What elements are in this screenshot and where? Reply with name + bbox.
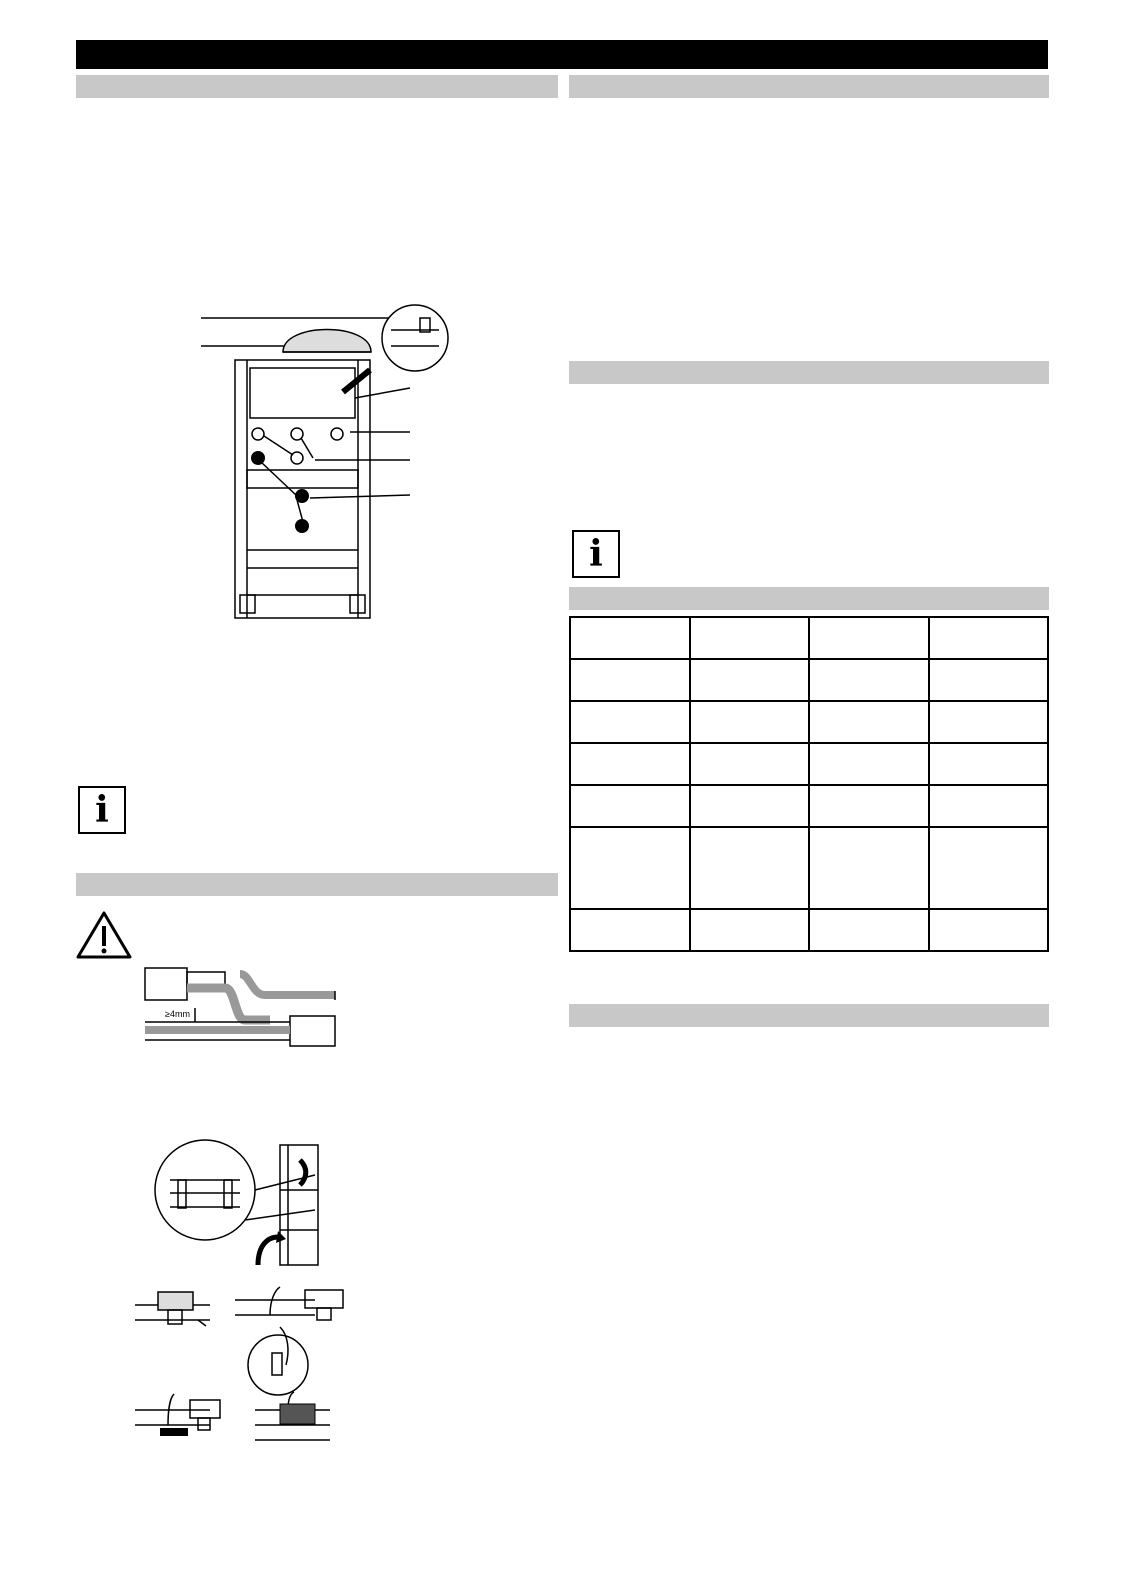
table-cell — [690, 743, 810, 785]
table-cell — [809, 743, 929, 785]
terminal-diagram-1 — [130, 1290, 220, 1350]
info-icon — [572, 530, 620, 578]
table-row — [570, 659, 1048, 701]
table-cell — [570, 617, 690, 659]
device-diagram — [195, 300, 465, 620]
table-cell — [929, 659, 1049, 701]
section-bar-right-4 — [569, 1004, 1049, 1027]
terminal-diagram-4 — [250, 1390, 350, 1455]
spec-table — [569, 616, 1049, 952]
table-cell — [929, 617, 1049, 659]
table-cell — [929, 743, 1049, 785]
table-cell — [690, 785, 810, 827]
table-row — [570, 827, 1048, 909]
warning-icon — [76, 910, 132, 960]
table-cell — [809, 909, 929, 951]
table-cell — [809, 617, 929, 659]
section-bar-left-2 — [76, 873, 558, 896]
table-row — [570, 743, 1048, 785]
table-cell — [809, 785, 929, 827]
table-cell — [809, 827, 929, 909]
info-icon — [78, 786, 126, 834]
info-icon-glyph: i — [95, 789, 109, 831]
table-cell — [929, 827, 1049, 909]
wire-strip-diagram — [140, 960, 345, 1060]
table-cell — [929, 909, 1049, 951]
table-cell — [570, 701, 690, 743]
table-row — [570, 701, 1048, 743]
section-bar-right-2 — [569, 361, 1049, 384]
section-bar-right-1 — [569, 75, 1049, 98]
section-bar-left-1 — [76, 75, 558, 98]
terminal-diagram-3 — [130, 1390, 230, 1455]
table-cell — [929, 701, 1049, 743]
terminal-diagram-2 — [230, 1285, 360, 1395]
table-cell — [570, 909, 690, 951]
table-cell — [809, 701, 929, 743]
table-cell — [690, 701, 810, 743]
din-rail-diagram — [150, 1135, 335, 1275]
table-cell — [929, 785, 1049, 827]
table-row — [570, 909, 1048, 951]
table-row — [570, 617, 1048, 659]
table-cell — [809, 659, 929, 701]
table-cell — [570, 743, 690, 785]
table-cell — [690, 827, 810, 909]
table-cell — [570, 785, 690, 827]
table-cell — [570, 659, 690, 701]
info-icon-glyph: i — [589, 533, 603, 575]
table-cell — [690, 659, 810, 701]
table-cell — [690, 909, 810, 951]
table-row — [570, 785, 1048, 827]
section-bar-right-3 — [569, 587, 1049, 610]
page-header-bar — [76, 40, 1048, 69]
wire-strip-label: ≥4mm — [165, 1009, 190, 1019]
table-cell — [570, 827, 690, 909]
table-cell — [690, 617, 810, 659]
